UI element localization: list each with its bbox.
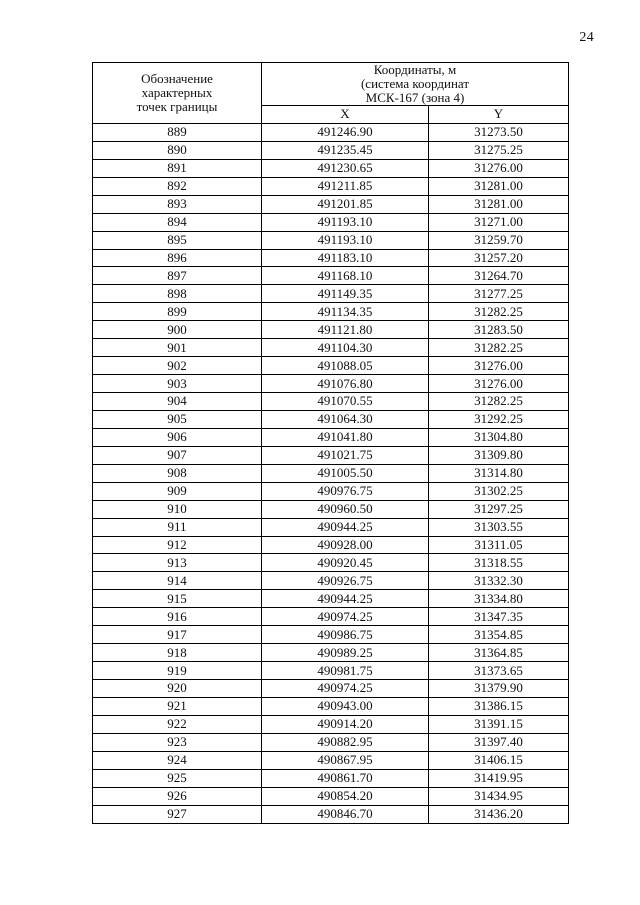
- point-cell: 918: [93, 644, 262, 662]
- point-cell: 909: [93, 482, 262, 500]
- table-row: [93, 195, 569, 213]
- y-cell: 31276.00: [429, 375, 569, 393]
- x-cell: 491064.30: [262, 410, 429, 428]
- table-row: [93, 267, 569, 285]
- coordinates-table: [92, 62, 569, 824]
- coordinates-header: [262, 63, 569, 106]
- table-row: [93, 769, 569, 787]
- point-cell: 927: [93, 805, 262, 823]
- point-cell: 903: [93, 375, 262, 393]
- x-cell: 491088.05: [262, 357, 429, 375]
- point-cell: 905: [93, 410, 262, 428]
- point-cell: 923: [93, 733, 262, 751]
- x-cell: 490944.25: [262, 590, 429, 608]
- coordinates-header-line: Координаты, м: [373, 62, 457, 77]
- x-cell: 491193.10: [262, 213, 429, 231]
- table-row: [93, 500, 569, 518]
- point-cell: 914: [93, 572, 262, 590]
- x-cell: 491121.80: [262, 321, 429, 339]
- table-row: [93, 213, 569, 231]
- x-cell: 490882.95: [262, 733, 429, 751]
- y-cell: 31281.00: [429, 177, 569, 195]
- y-column-header: Y: [429, 106, 569, 124]
- point-cell: 922: [93, 715, 262, 733]
- y-cell: 31434.95: [429, 787, 569, 805]
- y-cell: 31303.55: [429, 518, 569, 536]
- table-row: [93, 554, 569, 572]
- point-cell: 892: [93, 177, 262, 195]
- x-cell: 490926.75: [262, 572, 429, 590]
- point-cell: 900: [93, 321, 262, 339]
- table-row: [93, 680, 569, 698]
- point-cell: 910: [93, 500, 262, 518]
- table-row: [93, 375, 569, 393]
- table-row: [93, 321, 569, 339]
- y-cell: 31273.50: [429, 123, 569, 141]
- point-cell: 925: [93, 769, 262, 787]
- y-cell: 31302.25: [429, 482, 569, 500]
- x-cell: 491041.80: [262, 428, 429, 446]
- x-cell: 490960.50: [262, 500, 429, 518]
- table-row: [93, 339, 569, 357]
- point-header-line: Обозначение: [141, 70, 213, 86]
- table-row: [93, 482, 569, 500]
- page-number: 24: [579, 30, 594, 45]
- table-row: [93, 590, 569, 608]
- table-row: [93, 662, 569, 680]
- x-cell: 490989.25: [262, 644, 429, 662]
- x-cell: 490846.70: [262, 805, 429, 823]
- point-cell: 896: [93, 249, 262, 267]
- table-row: [93, 428, 569, 446]
- y-cell: 31282.25: [429, 339, 569, 357]
- table-row: [93, 357, 569, 375]
- point-cell: 891: [93, 159, 262, 177]
- table-row: [93, 410, 569, 428]
- x-column-header: X: [262, 106, 429, 124]
- y-cell: 31318.55: [429, 554, 569, 572]
- y-cell: 31281.00: [429, 195, 569, 213]
- table-row: [93, 393, 569, 411]
- x-cell: 491070.55: [262, 393, 429, 411]
- y-cell: 31314.80: [429, 464, 569, 482]
- y-cell: 31334.80: [429, 590, 569, 608]
- y-cell: 31364.85: [429, 644, 569, 662]
- y-cell: 31292.25: [429, 410, 569, 428]
- point-cell: 899: [93, 303, 262, 321]
- point-designation-header: [93, 63, 262, 124]
- table-row: [93, 805, 569, 823]
- point-cell: 916: [93, 608, 262, 626]
- y-cell: 31264.70: [429, 267, 569, 285]
- point-cell: 924: [93, 751, 262, 769]
- y-cell: 31283.50: [429, 321, 569, 339]
- y-cell: 31304.80: [429, 428, 569, 446]
- point-cell: 913: [93, 554, 262, 572]
- y-cell: 31257.20: [429, 249, 569, 267]
- x-cell: 490944.25: [262, 518, 429, 536]
- x-cell: 491193.10: [262, 231, 429, 249]
- x-cell: 490867.95: [262, 751, 429, 769]
- y-cell: 31311.05: [429, 536, 569, 554]
- table-row: [93, 697, 569, 715]
- point-cell: 902: [93, 357, 262, 375]
- y-cell: 31379.90: [429, 680, 569, 698]
- point-cell: 894: [93, 213, 262, 231]
- y-cell: 31391.15: [429, 715, 569, 733]
- table-row: [93, 231, 569, 249]
- x-cell: 491211.85: [262, 177, 429, 195]
- y-cell: 31277.25: [429, 285, 569, 303]
- table-row: [93, 787, 569, 805]
- y-cell: 31386.15: [429, 697, 569, 715]
- point-cell: 920: [93, 680, 262, 698]
- table-row: [93, 464, 569, 482]
- point-cell: 926: [93, 787, 262, 805]
- y-cell: 31297.25: [429, 500, 569, 518]
- table-row: [93, 518, 569, 536]
- point-cell: 907: [93, 446, 262, 464]
- y-cell: 31276.00: [429, 159, 569, 177]
- point-cell: 921: [93, 697, 262, 715]
- table-body: [93, 123, 569, 823]
- table-row: [93, 446, 569, 464]
- table-row: [93, 123, 569, 141]
- y-cell: 31436.20: [429, 805, 569, 823]
- y-cell: 31309.80: [429, 446, 569, 464]
- x-cell: 491183.10: [262, 249, 429, 267]
- point-cell: 908: [93, 464, 262, 482]
- y-cell: 31397.40: [429, 733, 569, 751]
- x-cell: 490986.75: [262, 626, 429, 644]
- x-cell: 491230.65: [262, 159, 429, 177]
- x-cell: 491005.50: [262, 464, 429, 482]
- table-row: [93, 733, 569, 751]
- x-cell: 490976.75: [262, 482, 429, 500]
- x-cell: 490928.00: [262, 536, 429, 554]
- point-header-line: точек границы: [136, 98, 218, 114]
- y-cell: 31419.95: [429, 769, 569, 787]
- y-cell: 31271.00: [429, 213, 569, 231]
- point-cell: 917: [93, 626, 262, 644]
- x-cell: 491104.30: [262, 339, 429, 357]
- x-cell: 491076.80: [262, 375, 429, 393]
- x-cell: 490981.75: [262, 662, 429, 680]
- y-cell: 31259.70: [429, 231, 569, 249]
- x-cell: 491134.35: [262, 303, 429, 321]
- table-row: [93, 285, 569, 303]
- point-cell: 890: [93, 141, 262, 159]
- coordinates-header-line: (система координат: [360, 76, 470, 91]
- y-cell: 31275.25: [429, 141, 569, 159]
- table-row: [93, 177, 569, 195]
- point-cell: 904: [93, 393, 262, 411]
- x-cell: 491201.85: [262, 195, 429, 213]
- point-cell: 897: [93, 267, 262, 285]
- table-row: [93, 572, 569, 590]
- x-cell: 491021.75: [262, 446, 429, 464]
- y-cell: 31373.65: [429, 662, 569, 680]
- y-cell: 31406.15: [429, 751, 569, 769]
- table-row: [93, 751, 569, 769]
- x-cell: 491149.35: [262, 285, 429, 303]
- point-cell: 911: [93, 518, 262, 536]
- table-row: [93, 608, 569, 626]
- point-cell: 893: [93, 195, 262, 213]
- y-cell: 31282.25: [429, 393, 569, 411]
- x-cell: 490920.45: [262, 554, 429, 572]
- x-cell: 490974.25: [262, 608, 429, 626]
- table-row: [93, 715, 569, 733]
- table-row: [93, 644, 569, 662]
- x-cell: 490943.00: [262, 697, 429, 715]
- point-cell: 895: [93, 231, 262, 249]
- table-row: [93, 536, 569, 554]
- point-cell: 898: [93, 285, 262, 303]
- y-cell: 31276.00: [429, 357, 569, 375]
- x-cell: 490974.25: [262, 680, 429, 698]
- table-row: [93, 141, 569, 159]
- point-cell: 919: [93, 662, 262, 680]
- y-cell: 31347.35: [429, 608, 569, 626]
- x-cell: 491168.10: [262, 267, 429, 285]
- point-cell: 889: [93, 123, 262, 141]
- point-cell: 915: [93, 590, 262, 608]
- x-cell: 490854.20: [262, 787, 429, 805]
- x-cell: 490914.20: [262, 715, 429, 733]
- point-cell: 906: [93, 428, 262, 446]
- point-cell: 912: [93, 536, 262, 554]
- x-cell: 490861.70: [262, 769, 429, 787]
- y-cell: 31282.25: [429, 303, 569, 321]
- table-row: [93, 249, 569, 267]
- y-cell: 31332.30: [429, 572, 569, 590]
- table-row: [93, 626, 569, 644]
- x-cell: 491235.45: [262, 141, 429, 159]
- table-row: [93, 159, 569, 177]
- y-cell: 31354.85: [429, 626, 569, 644]
- table-row: [93, 303, 569, 321]
- x-cell: 491246.90: [262, 123, 429, 141]
- point-header-line: характерных: [141, 84, 213, 100]
- coordinates-header-line: МСК-167 (зона 4): [365, 90, 465, 105]
- point-cell: 901: [93, 339, 262, 357]
